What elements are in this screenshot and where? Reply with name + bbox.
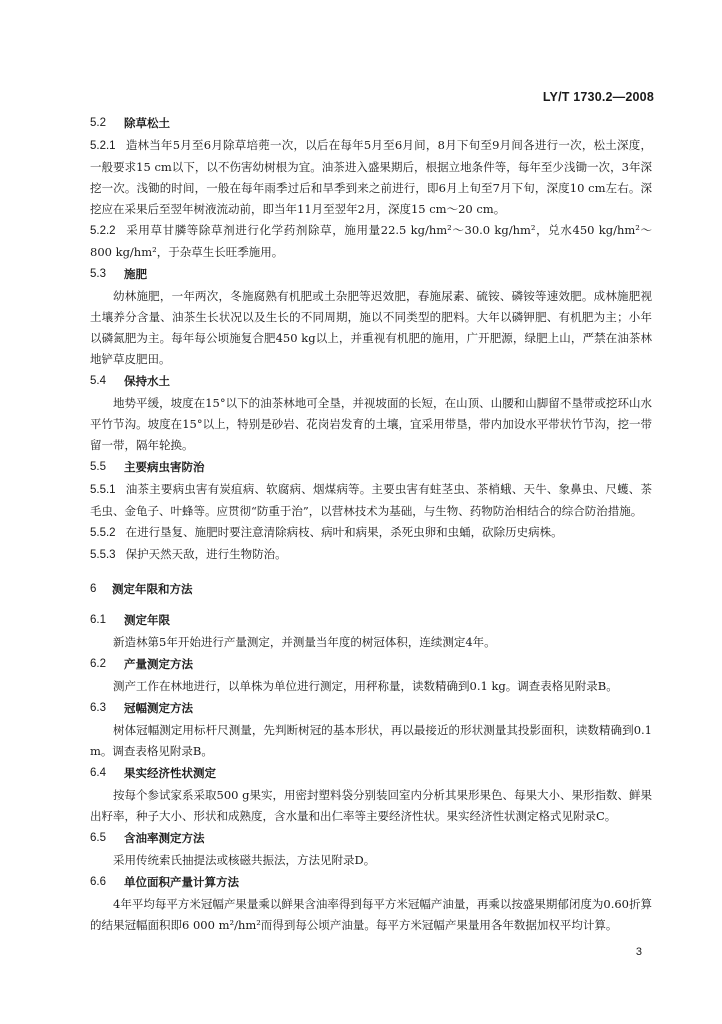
clause-5-2-2: 5.2.2 采用草甘膦等除草剂进行化学药剂除草，施用量22.5 kg/hm²～30.0 kg/hm²，兑水450 kg/hm²～800 kg/hm²，于杂草生长旺季施用。: [90, 223, 652, 259]
clause-5-5-2: 5.5.2 在进行垦复、施肥时要注意清除病枝、病叶和病果，杀死虫卵和虫蛹，砍除历史病株。: [90, 525, 563, 539]
paragraph: 幼林施肥，一年两次，冬施腐熟有机肥或土杂肥等迟效肥，春施尿素、硫铵、磷铵等速效肥。成林施肥视土壤养分含量、油茶生长状况以及生长的不同周期，施以不同类型的肥料。大年以磷钾肥、有机肥为主；小年以磷氮肥为主。每年每公顷施复合肥450 kg以上，并重视有机肥的施用，广开肥源，绿肥上山，严禁在油茶林地铲草皮肥田。: [90, 289, 652, 366]
section-heading: 6.4 果实经济性状测定: [90, 766, 216, 780]
standard-number: LY/T 1730.2—2008: [542, 90, 654, 104]
section-heading: 6.1 测定年限: [90, 613, 170, 627]
section-heading: 5.5 主要病虫害防治: [90, 460, 205, 474]
section-heading: 6.2 产量测定方法: [90, 657, 193, 671]
section-heading: 5.2 除草松土: [90, 116, 170, 130]
paragraph: 树体冠幅测定用标杆尺测量，先判断树冠的基本形状，再以最接近的形状测量其投影面积，读数精确到0.1 m。调查表格见附录B。: [90, 723, 652, 758]
section-heading: 5.3 施肥: [90, 267, 147, 281]
paragraph: 测产工作在林地进行，以单株为单位进行测定，用秤称量，读数精确到0.1 kg。调查表格见附录B。: [113, 679, 618, 693]
paragraph: 地势平缓，坡度在15°以下的油茶林地可全垦，并视坡面的长短，在山顶、山腰和山脚留不垦带或挖环山水平竹节沟。坡度在15°以上，特别是砂岩、花岗岩发育的土壤，宜采用带垦，带内加设水平带状竹节沟，挖一带留一带，隔年轮换。: [90, 396, 652, 452]
paragraph: 采用传统索氏抽提法或核磁共振法，方法见附录D。: [113, 853, 376, 867]
chapter-heading: 6 测定年限和方法: [90, 582, 193, 596]
paragraph: 4年平均每平方米冠幅产果量乘以鲜果含油率得到每平方米冠幅产油量，再乘以按盛果期郁闭度为0.60折算的结果冠幅面积即6 000 m²/hm²而得到每公顷产油量。每平方米冠幅产果量用各年数据加权平均计算。: [90, 897, 652, 932]
clause-5-5-1: 5.5.1 油茶主要病虫害有炭疽病、软腐病、烟煤病等。主要虫害有蛀茎虫、茶梢蛾、天牛、象鼻虫、尺蠖、茶毛虫、金龟子、叶蜂等。应贯彻“防重于治”，以营林技术为基础，与生物、药物防治相结合的综合防治措施。: [90, 482, 652, 518]
section-heading: 5.4 保持水土: [90, 374, 170, 388]
section-heading: 6.3 冠幅测定方法: [90, 701, 193, 715]
section-heading: 6.5 含油率测定方法: [90, 831, 205, 845]
document-body: [90, 112, 652, 936]
clause-5-5-3: 5.5.3 保护天然天敌，进行生物防治。: [90, 547, 287, 561]
section-heading: 6.6 单位面积产量计算方法: [90, 875, 239, 889]
clause-5-2-1: 5.2.1 造林当年5月至6月除草培蔸一次，以后在每年5月至6月间，8月下旬至9月间各进行一次，松土深度，一般要求15 cm以下，以不伤害幼树根为宜。油茶进入盛果期后，根据立地条件等，每年至少浅锄一次，3年深挖一次。浅锄的时间，一般在每年雨季过后和旱季到来之前进行，即6月上旬至7月下旬，深度10 cm左右。深挖应在采果后至翌年树液流动前，即当年11月至翌年2月，深度15 cm～20 cm。: [90, 138, 652, 216]
page-number: 3: [635, 946, 642, 958]
paragraph: 新造林第5年开始进行产量测定，并测量当年度的树冠体积，连续测定4年。: [113, 635, 496, 649]
paragraph: 按每个参试家系采取500 g果实，用密封塑料袋分别装回室内分析其果形果色、每果大小、果形指数、鲜果出籽率，种子大小、形状和成熟度，含水量和出仁率等主要经济性状。果实经济性状测定格式见附录C。: [90, 788, 652, 823]
